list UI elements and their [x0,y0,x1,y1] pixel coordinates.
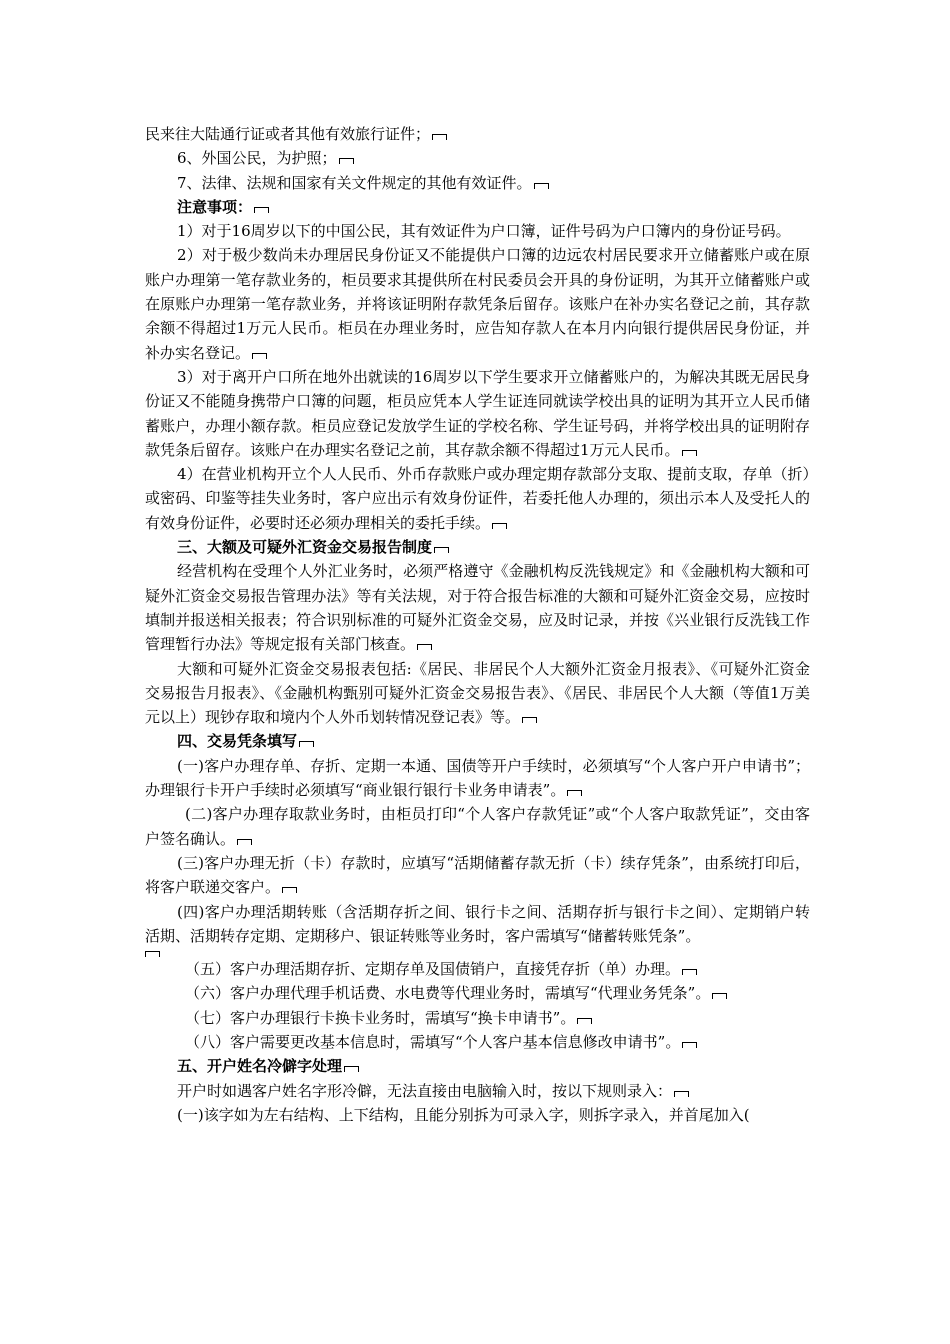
paragraph-mark-icon [339,158,354,164]
paragraph-text: 三、大额及可疑外汇资金交易报告制度 [177,538,433,557]
paragraph-text: 四、交易凭条填写 [177,732,298,751]
paragraph [145,754,810,803]
paragraph [145,957,810,981]
document-body [145,122,810,1127]
paragraph-text: 民来往大陆通行证或者其他有效旅行证件； [145,125,431,143]
section-heading [145,1054,810,1078]
paragraph-text: (四)客户办理活期转账（含活期存折之间、银行卡之间、活期存折与银行卡之间）、定期销户转活期、活期转存定期、定期移户、银证转账等业务时，客户需填写“储蓄转账凭条”。 [145,902,810,945]
paragraph-mark-icon [434,547,449,553]
paragraph-mark-icon [712,993,727,999]
paragraph-mark-icon [432,134,447,140]
paragraph-text: 1）对于16周岁以下的中国公民，其有效证件为户口簿，证件号码为户口簿内的身份证号码。 [177,222,791,241]
paragraph-mark-icon [344,1066,359,1072]
paragraph-text: 4）在营业机构开立个人人民币、外币存款账户或办理定期存款部分支取、提前支取，存单（折）或密码、印鉴等挂失业务时，客户应出示有效身份证件，若委托他人办理的，须出示本人及受托人的有效身份证件，必要时还必须办理相关的委托手续。 [145,465,810,532]
paragraph-mark-icon [282,887,297,893]
paragraph [145,146,810,170]
paragraph-text: (二)客户办理存取款业务时，由柜员打印“个人客户存款凭证”或“个人客户取款凭证”，交由客户签名确认。 [145,805,810,848]
paragraph-mark-icon [534,183,549,189]
paragraph-text: 3）对于离开户口所在地外出就读的16周岁以下学生要求开立储蓄账户的，为解决其既无居民身份证又不能随身携带户口簿的问题，柜员应凭本人学生证连同就读学校出具的证明为其开立人民币储蓄账户，办理小额存款。柜员应登记发放学生证的学校名称、学生证号码，并将学校出具的证明附存款凭条后留存。该账户在办理实名登记之前，其存款余额不得超过1万元人民币。 [145,367,810,459]
paragraph-text: 大额和可疑外汇资金交易报表包括:《居民、非居民个人大额外汇资金月报表》、《可疑外汇资金交易报告月报表》、《金融机构甄别可疑外汇资金交易报告表》、《居民、非居民个人大额（等值1万美元以上）现钞存取和境内个人外币划转情况登记表》等。 [145,659,810,727]
paragraph-mark-icon [567,790,582,796]
paragraph [145,1006,810,1030]
paragraph-text: (三)客户办理无折（卡）存款时，应填写“活期储蓄存款无折（卡）续存凭条”，由系统打印后，将客户联递交客户。 [145,853,810,897]
paragraph-text: 经营机构在受理个人外汇业务时，必须严格遵守《金融机构反洗钱规定》和《金融机构大额和可疑外汇资金交易报告管理办法》等有关法规，对于符合报告标准的大额和可疑外汇资金交易，应按时填制并报送相关报表；符合识别标准的可疑外汇资金交易，应及时记录，并按《兴业银行反洗钱工作管理暂行办法》等规定报有关部门核查。 [145,562,810,654]
section-heading [145,729,810,753]
paragraph-mark-icon [682,1042,697,1048]
paragraph-mark-icon [674,1091,689,1097]
paragraph-text: （五）客户办理活期存折、定期存单及国债销户，直接凭存折（单）办理。 [185,960,681,979]
paragraph-mark-icon [417,644,432,650]
paragraph [145,900,810,958]
paragraph [145,657,810,730]
paragraph-mark-icon [682,969,697,975]
paragraph [145,122,810,146]
paragraph [145,219,810,243]
paragraph [145,981,810,1005]
paragraph-mark-icon [522,717,537,723]
paragraph-text: (一)客户办理存单、存折、定期一本通、国债等开户手续时，必须填写“个人客户开户申请书”；办理银行卡开户手续时必须填写“商业银行银行卡业务申请表”。 [145,756,810,800]
paragraph-mark-icon [492,523,507,529]
paragraph [145,1103,810,1127]
paragraph-mark-icon [254,207,269,213]
paragraph-text: 注意事项： [177,197,253,216]
paragraph-mark-icon [682,450,697,456]
paragraph [145,243,810,364]
paragraph-text: 五、开户姓名冷僻字处理 [177,1057,343,1076]
paragraph-text: （八）客户需要更改基本信息时，需填写“个人客户基本信息修改申请书”。 [185,1032,681,1051]
paragraph [145,462,810,535]
paragraph-text: （七）客户办理银行卡换卡业务时，需填写“换卡申请书”。 [185,1008,576,1027]
paragraph [145,802,810,851]
paragraph [145,365,810,462]
paragraph [145,1079,810,1103]
paragraph-mark-icon [237,839,252,845]
section-heading [145,195,810,219]
paragraph-mark-icon [252,353,267,359]
paragraph-text: (一)该字如为左右结构、上下结构，且能分别拆为可录入字，则拆字录入，并首尾加入( [177,1105,750,1124]
paragraph [145,559,810,656]
paragraph-text: （六）客户办理代理手机话费、水电费等代理业务时，需填写“代理业务凭条”。 [185,984,711,1003]
section-heading [145,535,810,559]
paragraph-text: 7、法律、法规和国家有关文件规定的其他有效证件。 [177,173,532,192]
paragraph-mark-icon [299,741,314,747]
paragraph-text: 6、外国公民，为护照； [177,149,337,168]
paragraph-text: 2）对于极少数尚未办理居民身份证又不能提供户口簿的边远农村居民要求开立储蓄账户或在原账户办理第一笔存款业务的，柜员要求其提供所在村民委员会开具的身份证明，为其开立储蓄账户或在原账户办理第一笔存款业务，并将该证明附存款凭条后留存。该账户在补办实名登记之前，其存款余额不得超过1万元人民币。柜员在办理业务时，应告知存款人在本月内向银行提供居民身份证，并补办实名登记。 [145,246,810,362]
paragraph [145,1030,810,1054]
paragraph [145,171,810,195]
paragraph [145,851,810,900]
paragraph-text: 开户时如遇客户姓名字形冷僻，无法直接由电脑输入时，按以下规则录入： [177,1081,673,1100]
paragraph-mark-icon [577,1018,592,1024]
